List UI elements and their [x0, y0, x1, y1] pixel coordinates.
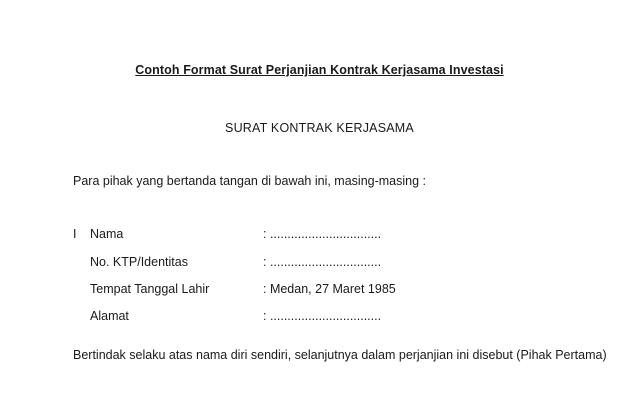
- field-value: : ................................: [263, 309, 382, 323]
- document-title: Contoh Format Surat Perjanjian Kontrak Kerjasama Investasi: [135, 63, 504, 77]
- field-label: Nama: [90, 227, 124, 241]
- field-value: : ................................: [263, 255, 382, 269]
- intro-paragraph: Para pihak yang bertanda tangan di bawah ini, masing-masing :: [73, 174, 426, 188]
- field-row-ktp: [90, 255, 550, 273]
- closing-paragraph: Bertindak selaku atas nama diri sendiri, selanjutnya dalam perjanjian ini disebut (Pihak Pertama): [73, 348, 607, 362]
- document-subtitle: SURAT KONTRAK KERJASAMA: [225, 121, 414, 135]
- field-row-nama: [90, 227, 550, 245]
- field-row-tempat-tanggal-lahir: [90, 282, 550, 300]
- field-value: : ................................: [263, 227, 382, 241]
- field-value: : Medan, 27 Maret 1985: [263, 282, 396, 296]
- party-one-section: [73, 224, 553, 324]
- field-row-alamat: [90, 309, 550, 327]
- field-label: No. KTP/Identitas: [90, 255, 188, 269]
- field-label: Tempat Tanggal Lahir: [90, 282, 210, 296]
- party-number: I: [73, 227, 77, 241]
- field-label: Alamat: [90, 309, 129, 323]
